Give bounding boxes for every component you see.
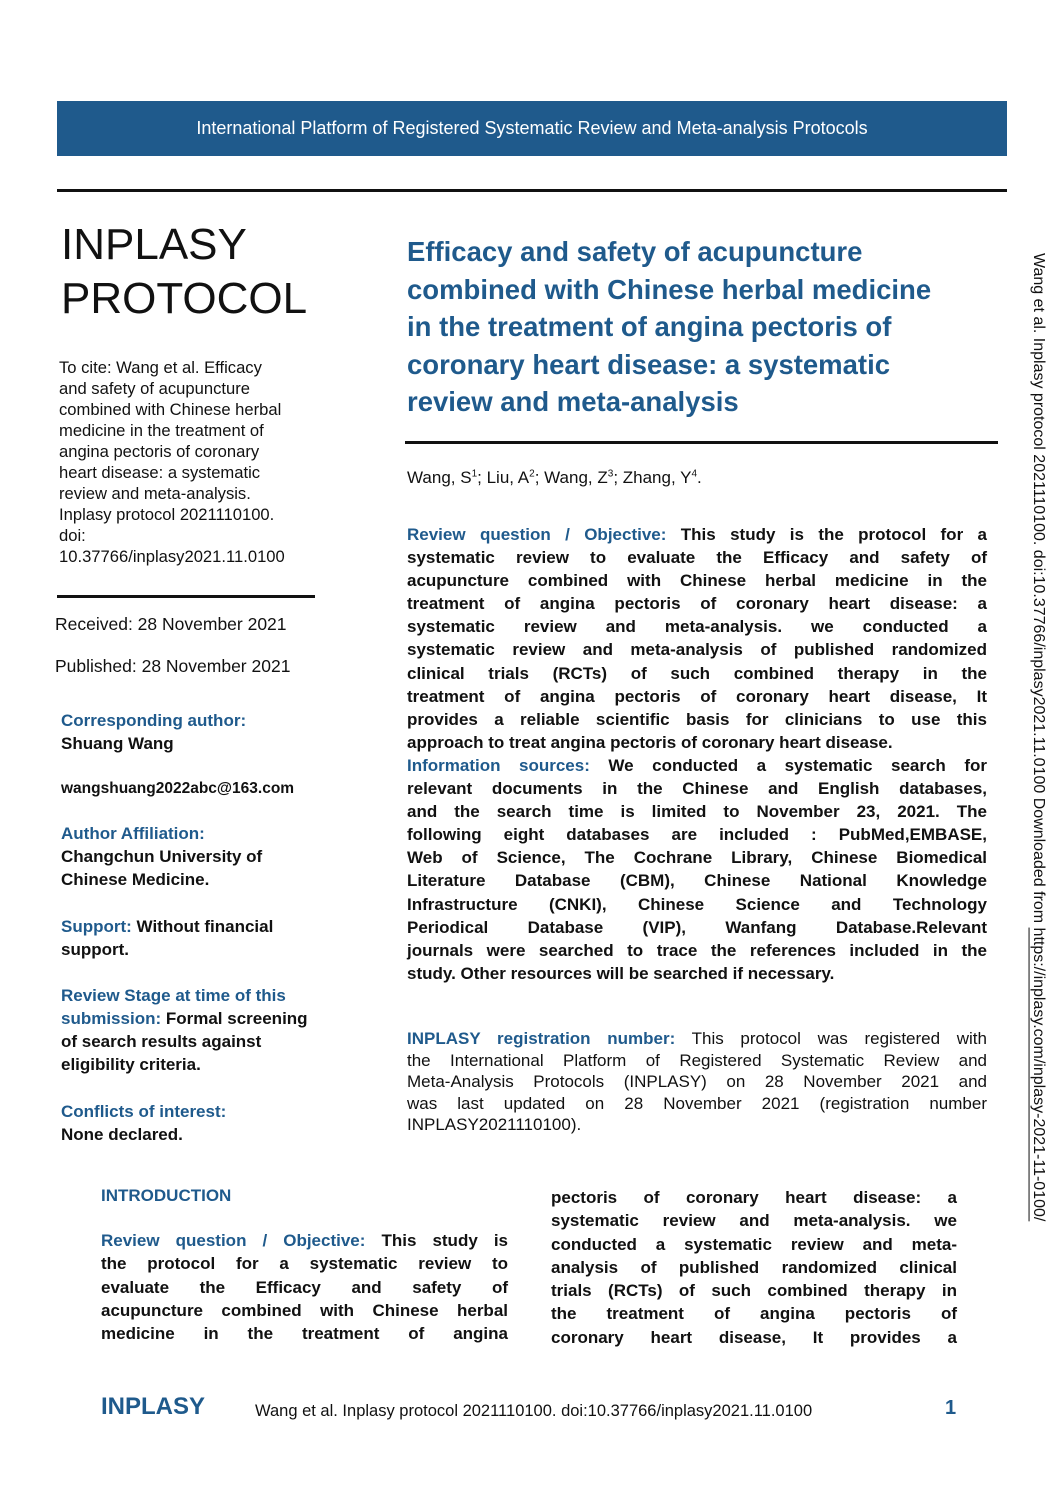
review-stage-section <box>61 984 351 1076</box>
protocol-heading-line: PROTOCOL <box>61 274 308 323</box>
author-email <box>61 777 351 800</box>
title-line: Efficacy and safety of acupuncture <box>407 236 863 267</box>
abstract-line: systematic review and meta-analysis. we conducted a <box>407 617 987 637</box>
author-email-text: wangshuang2022abc@163.com <box>61 780 295 797</box>
footer-logo: INPLASY <box>101 1393 206 1420</box>
protocol-heading <box>61 218 361 326</box>
protocol-heading-line: INPLASY <box>61 220 247 269</box>
abstract-line: systematic review to evaluate the Efficacy and safety of <box>407 548 987 568</box>
review-question-label: Review question / Objective: <box>407 525 667 544</box>
author-affil-mark: 4 <box>691 468 698 480</box>
citation-line: 10.37766/inplasy2021.11.0100 <box>59 547 285 566</box>
conflicts-section <box>61 1100 351 1146</box>
author-name: ; Wang, Z <box>534 468 608 487</box>
registration-line: the International Platform of Registered Systematic Review and <box>407 1050 987 1070</box>
intro-line: the treatment of angina pectoris of <box>551 1304 957 1324</box>
information-sources-label: Information sources: <box>407 755 590 775</box>
introduction-heading: INTRODUCTION <box>101 1186 232 1205</box>
download-notice <box>1027 253 1049 1221</box>
conflicts-label: Conflicts of interest: <box>61 1102 227 1121</box>
abstract-line: Web of Science, The Cochrane Library, Chinese Biomedical <box>407 848 987 868</box>
corresponding-author <box>61 709 351 755</box>
citation-line: To cite: Wang et al. Efficacy <box>59 358 262 377</box>
abstract-line: treatment of angina pectoris of coronary heart disease, It <box>407 686 987 706</box>
corresponding-author-name: Shuang Wang <box>61 734 174 753</box>
intro-review-question-label: Review question / Objective: <box>101 1231 366 1250</box>
platform-banner: International Platform of Registered Systematic Review and Meta-analysis Protocols <box>57 101 1007 156</box>
citation-line: doi: <box>59 526 86 545</box>
registration-block <box>407 1028 987 1136</box>
review-stage-label: Review Stage at time of this <box>61 986 286 1005</box>
intro-line: medicine in the treatment of angina <box>101 1324 508 1344</box>
intro-line <box>101 1229 508 1252</box>
intro-line: evaluate the Efficacy and safety of <box>101 1277 508 1297</box>
abstract-line: and the search time is limited to November 23, 2021. The <box>407 802 987 822</box>
title-line: in the treatment of angina pectoris of <box>407 311 892 342</box>
abstract-line: Infrastructure (CNKI), Chinese Science and Technology <box>407 894 987 914</box>
intro-line: acupuncture combined with Chinese herbal <box>101 1300 508 1320</box>
intro-text: This study is <box>365 1231 508 1250</box>
received-date: Received: 28 November 2021 <box>55 614 287 634</box>
registration-line: INPLASY2021110100). <box>407 1115 582 1135</box>
citation-line: heart disease: a systematic <box>59 463 261 482</box>
review-stage-line: of search results against <box>61 1032 262 1051</box>
conflicts-value: None declared. <box>61 1125 183 1144</box>
abstract-block <box>407 523 987 985</box>
footer-citation: Wang et al. Inplasy protocol 2021110100. doi:10.37766/inplasy2021.11.0100 <box>255 1402 813 1420</box>
paper-title <box>407 233 997 421</box>
abstract-line: acupuncture combined with Chinese herbal medicine in the <box>407 571 987 591</box>
corresponding-author-label: Corresponding author: <box>61 711 247 730</box>
author-name: ; Liu, A <box>477 468 530 487</box>
abstract-line: following eight databases are included : PubMed,EMBASE, <box>407 825 987 845</box>
title-line: coronary heart disease: a systematic <box>407 348 891 380</box>
intro-column-left <box>101 1229 508 1345</box>
citation-block <box>59 357 334 567</box>
registration-text: This protocol was registered with <box>675 1029 987 1048</box>
abstract-line: journals were searched to trace the references included in the <box>407 940 987 960</box>
affiliation-line: Changchun University of <box>61 847 263 866</box>
intro-line: analysis of published randomized clinical <box>551 1257 957 1277</box>
top-divider <box>57 189 1007 192</box>
review-stage-line: eligibility criteria. <box>61 1055 201 1074</box>
left-divider <box>57 595 315 598</box>
abstract-line: systematic review and meta-analysis of published randomized <box>407 640 987 660</box>
citation-line: medicine in the treatment of <box>59 421 264 440</box>
affiliation-line: Chinese Medicine. <box>61 870 210 889</box>
abstract-text: This study is the protocol for a <box>666 525 987 544</box>
abstract-line: treatment of angina pectoris of coronary heart disease: a <box>407 594 987 614</box>
support-value: Without financial <box>131 917 274 936</box>
author-list <box>407 468 702 488</box>
title-line: combined with Chinese herbal medicine <box>407 273 932 305</box>
review-stage-label-cont: submission: <box>61 1009 162 1028</box>
support-label: Support: <box>61 917 132 936</box>
author-name: ; Zhang, Y <box>613 468 692 487</box>
author-affil-mark: 1 <box>471 468 478 480</box>
published-date: Published: 28 November 2021 <box>55 656 291 676</box>
intro-line: pectoris of coronary heart disease: a <box>551 1188 957 1207</box>
author-affil-mark: 3 <box>607 468 614 480</box>
citation-line: Inplasy protocol 2021110100. <box>59 505 275 524</box>
registration-label: INPLASY registration number: <box>407 1029 676 1048</box>
abstract-line: relevant documents in the Chinese and English databases, <box>407 779 987 799</box>
affiliation-label: Author Affiliation: <box>61 824 205 843</box>
citation-line: combined with Chinese herbal <box>59 400 282 419</box>
download-link[interactable]: https://inplasy.com/inplasy-2021-11-0100/ <box>1030 927 1047 1222</box>
abstract-line: provides a reliable scientific basis for clinicians to use this <box>407 709 987 729</box>
intro-line: conducted a systematic review and meta- <box>551 1234 957 1254</box>
citation-line: angina pectoris of coronary <box>59 442 260 461</box>
abstract-line: Literature Database (CBM), Chinese National Knowledge <box>407 871 987 891</box>
abstract-line: clinical trials (RCTs) of such combined therapy in the <box>407 663 987 683</box>
intro-line: systematic review and meta-analysis. we <box>551 1211 957 1231</box>
author-affil-mark: 2 <box>529 468 535 480</box>
intro-line: trials (RCTs) of such combined therapy in <box>551 1281 957 1301</box>
author-affiliation <box>61 822 351 891</box>
intro-column-right <box>551 1186 957 1349</box>
abstract-line <box>407 754 987 777</box>
page-number: 1 <box>945 1397 957 1419</box>
registration-line: was last updated on 28 November 2021 (registration number <box>407 1093 987 1113</box>
registration-line: Meta-Analysis Protocols (INPLASY) on 28 November 2021 and <box>407 1072 987 1092</box>
support-section <box>61 915 351 961</box>
abstract-line: approach to treat angina pectoris of coronary heart disease. <box>407 732 893 752</box>
title-divider <box>405 441 998 444</box>
intro-line: coronary heart disease, It provides a <box>551 1327 957 1347</box>
download-notice-text: Wang et al. Inplasy protocol 2021110100. doi:10.37766/inplasy2021.11.0100 Downloaded from <box>1030 253 1047 928</box>
support-value-cont: support. <box>61 940 129 959</box>
citation-line: review and meta-analysis. <box>59 484 251 503</box>
registration-line <box>407 1028 987 1050</box>
author-list-end: . <box>697 468 702 487</box>
intro-line: the protocol for a systematic review to <box>101 1254 508 1274</box>
title-line: review and meta-analysis <box>407 386 739 417</box>
abstract-text: We conducted a systematic search for <box>589 755 987 775</box>
abstract-line: study. Other resources will be searched if necessary. <box>407 963 835 983</box>
abstract-line: Periodical Database (VIP), Wanfang Database.Relevant <box>407 917 987 937</box>
author-name: Wang, S <box>407 468 472 487</box>
citation-line: and safety of acupuncture <box>59 379 250 398</box>
review-stage-value: Formal screening <box>161 1009 308 1028</box>
abstract-line <box>407 523 987 546</box>
